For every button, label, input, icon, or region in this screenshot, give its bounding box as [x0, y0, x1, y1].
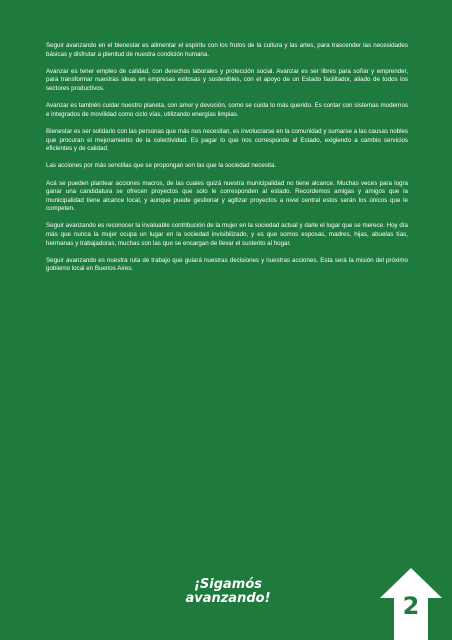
campaign-slogan	[172, 578, 284, 606]
paragraph-7: Seguir avanzando es reconocer la invaluable contribución de la mujer en la sociedad actual y darle el lugar que se merece. Hoy día más que nunca la mujer ocupa un lugar en la sociedad invisibilizado, y es que somos esposas, madres, hijas, abuelas tías, hermanas y trabajadoras, muchas son las que se encargan de llevar el sustento al hogar.	[46, 222, 408, 247]
slogan-line-1: ¡Sigamós	[193, 577, 263, 592]
body-text	[46, 42, 408, 283]
paragraph-4: Bienestar es ser solidario con las personas que más nos necesitan, es involucrarse en la comunidad y sumarse a las causas nobles que procuran el mejoramiento de la colectividad. Es pagar lo que nos corresponde al Estado, exigiendo a cambio servicios eficientes y de calidad.	[46, 127, 408, 153]
paragraph-6: Acá se pueden plantear acciones macros, de las cuales quizá nuestra municipalidad no tiene alcance. Muchas veces para logra ganar una candidatura se ofrecen proyectos que solo le corresponden al estado. Recordemos amigas y amigos que la municipalidad tiene alcance local, y aunque puede gestionar y agilizar proyectos a nivel central estos serán los únicos que le competen.	[46, 179, 408, 213]
paragraph-3: Avanzar es también cuidar nuestro planeta, con amor y devoción, como se cuida lo más querido. Es contar con sistemas modernos e integrados de movilidad como ciclo vías, utilizando energías limpias.	[46, 102, 408, 118]
paragraph-2: Avanzar es tener empleo de calidad, con derechos laborales y protección social. Avanzar es ser libres para soñar y emprender, para transformar nuestras ideas en empresas exitosas y sostenibles, con el apoyo de un Estado facilitador, aliado de todos los sectores productivos.	[46, 67, 408, 92]
paragraph-5: Las acciones por más sencillas que se propongan son las que la sociedad necesita.	[46, 162, 277, 170]
page-number: 2	[402, 592, 420, 620]
paragraph-1: Seguir avanzando en el bienestar es alimentar el espíritu con los frutos de la cultura y las artes, para trascender las necesidades básicas y disfrutar a plenitud de nuestra condición humana.	[46, 42, 408, 58]
paragraph-8: Seguir avanzando es nuestra ruta de trabajo que guiará nuestras decisiones y nuestras acciones. Esta será la misión del próximo gobierno local en Buenos Aires.	[46, 256, 408, 273]
slogan-line-2: avanzando!	[185, 591, 271, 606]
